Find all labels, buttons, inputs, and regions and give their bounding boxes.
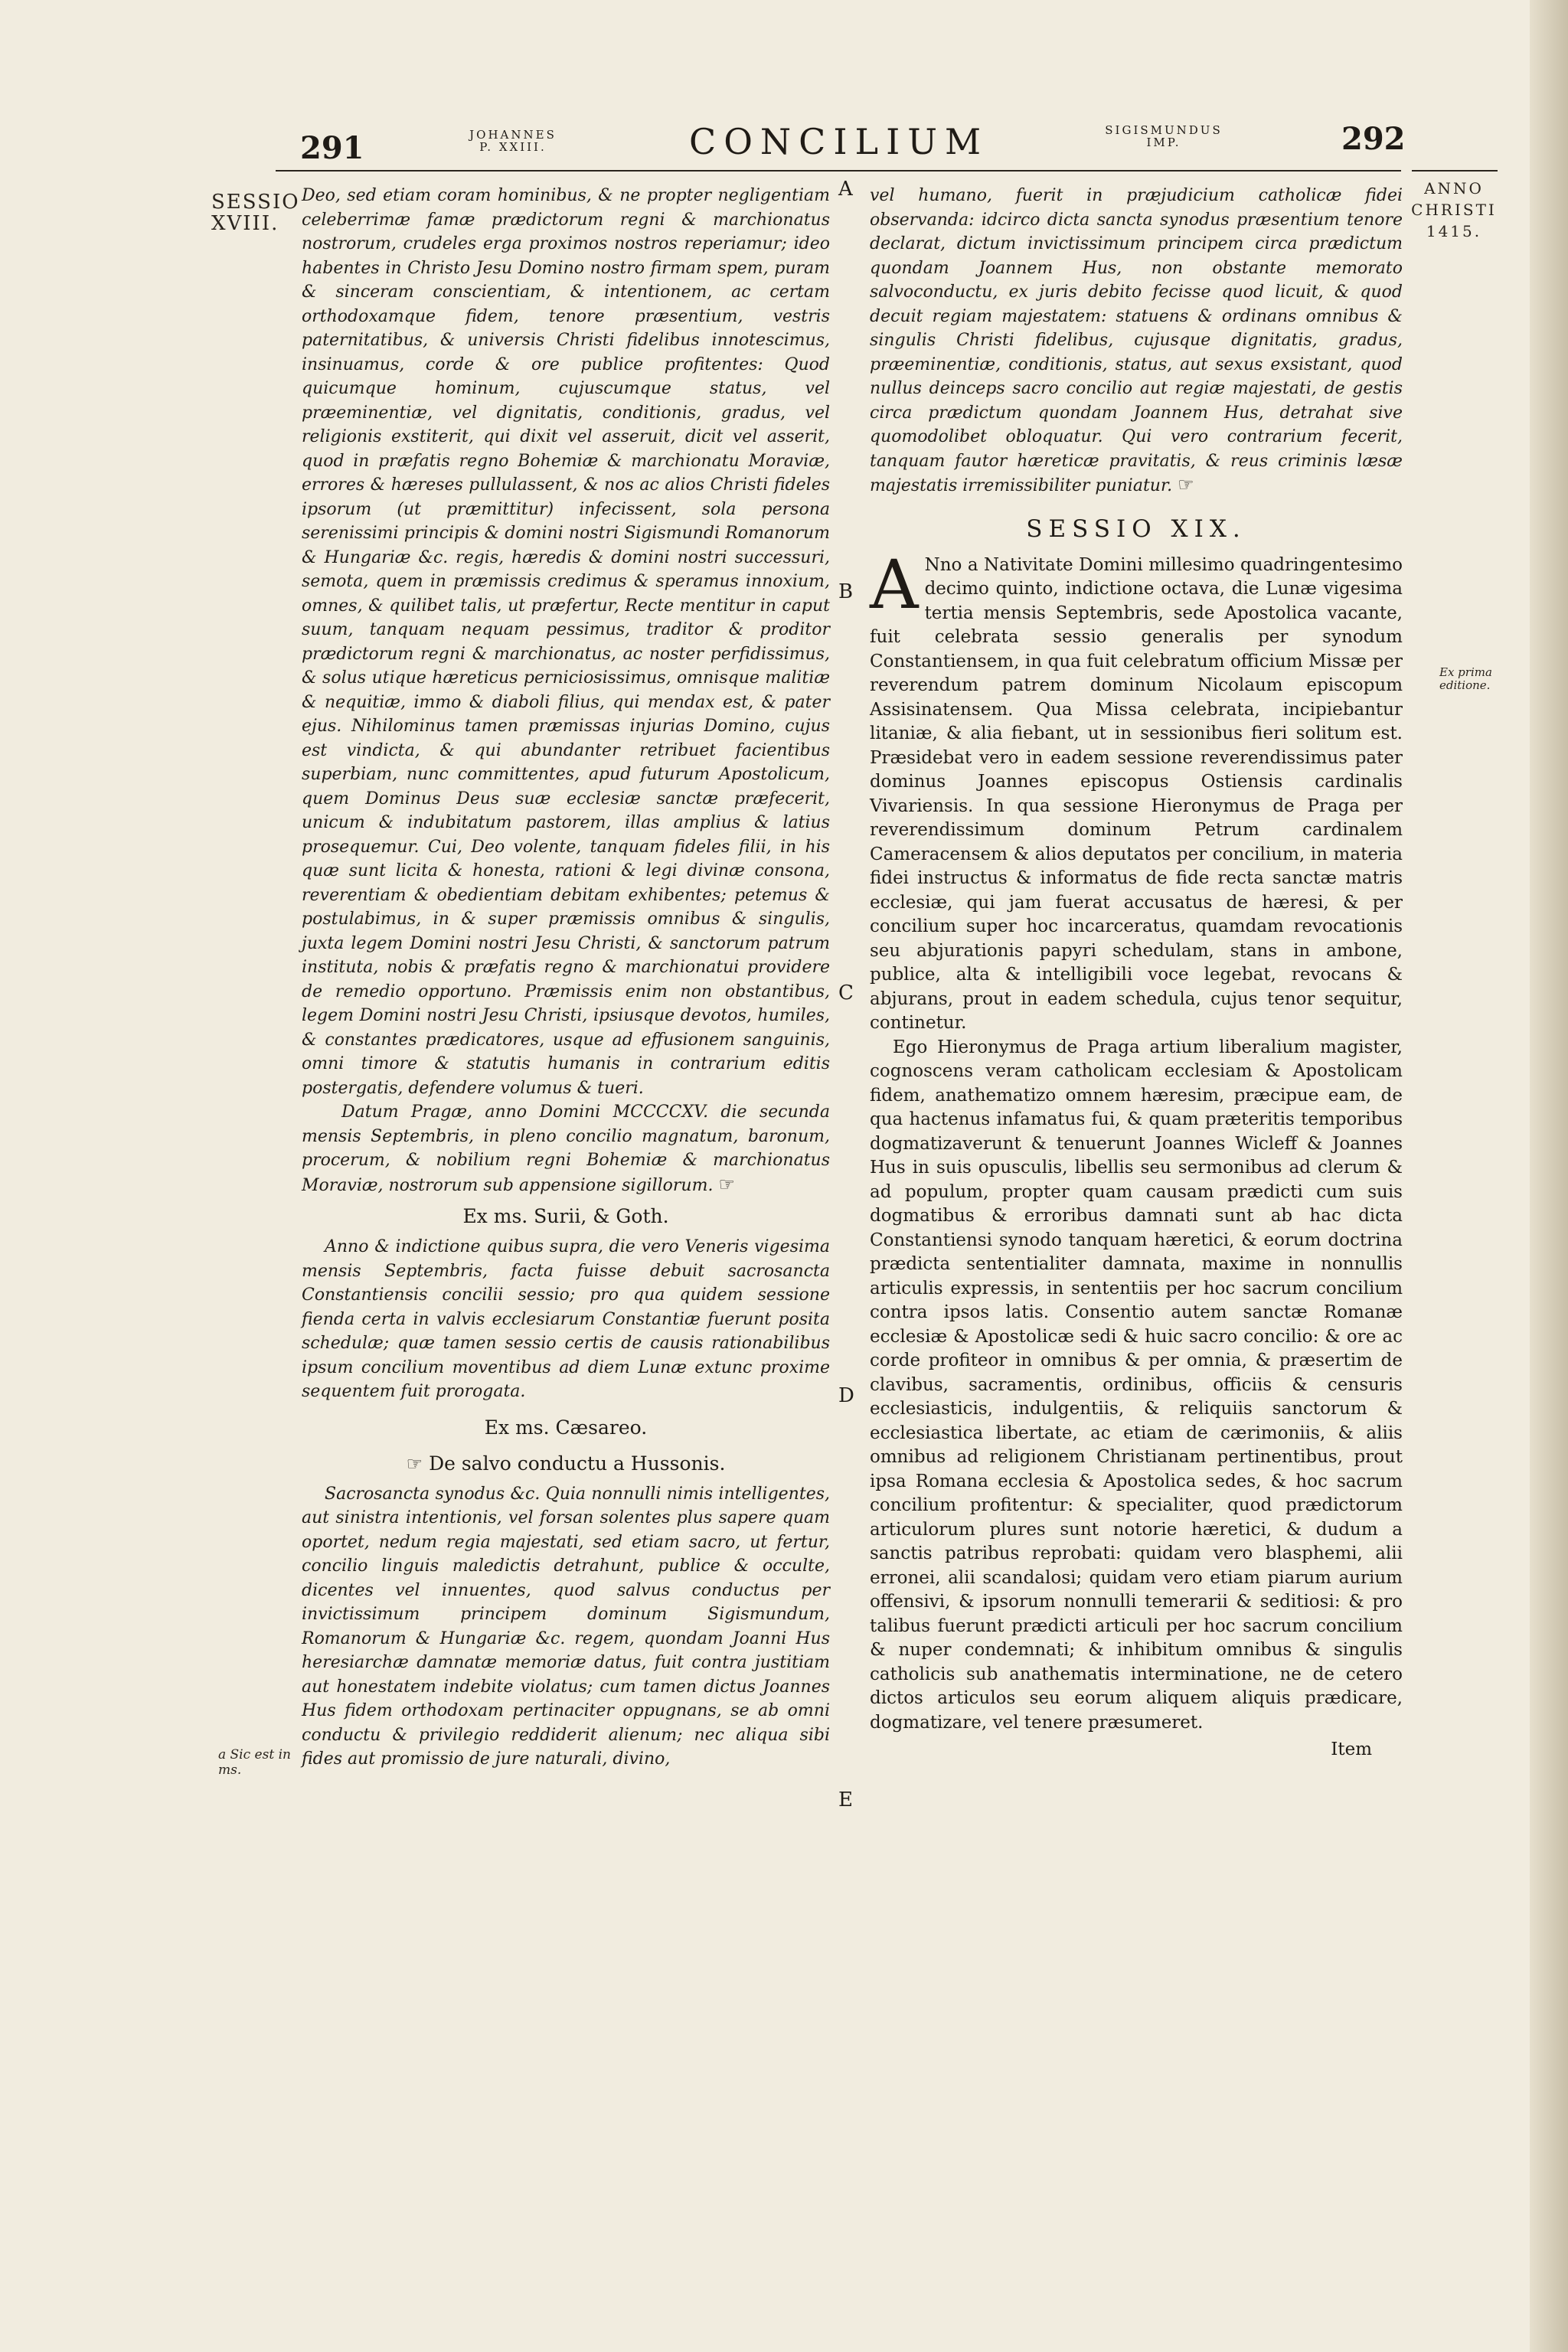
right-paragraph-2: A Nno a Nativitate Domini millesimo quadringentesimo decimo quinto, indictione octava, die Lunæ vigesima tertia mensis Septembris, sede Apostolica vacante, fuit celebrata sessio generalis per synodum Constantiensem, in qua fuit celebratum officium Missæ per reverendum patrem dominum Nicolaum episcopum Assisinatensem. Qua Missa celebrata, incipiebantur litaniæ, & alia fiebant, ut in sessionibus fieri solitum est. Præsidebat vero in eadem sessione reverendissimus pater dominus Joannes episcopus Ostiensis cardinalis Vivariensis. In qua sessione Hieronymus de Praga per reverendissimum dominum Petrum cardinalem Cameracensem & alios deputatos per concilium, in materia fidei instructus & informatus de fide recta sanctæ matris ecclesiæ, qui jam fuerat accusatus de hæresi, & per concilium super hoc incarceratus, quamdam revocationis seu abjurationis papyri schedulam, stans in ambone, publice, alta & intelligibili voce legebat, revocans & abjurans, prout in eadem schedula, cujus tenor sequitur, continetur. (870, 544, 1403, 1033)
header-rule (276, 170, 1401, 172)
margin-sic-est-in-ms: a Sic est in ms. (218, 1747, 291, 1778)
page-number-right: 292 (1341, 121, 1406, 157)
margin-ex-prima-editione: Ex prima editione. (1439, 665, 1492, 692)
right-column (870, 184, 1403, 1762)
left-paragraph-2: Datum Pragæ, anno Domini MCCCCXV. die secunda mensis Septembris, in pleno concilio magnatum, baronum, procerum, & nobilium regni Bohemiæ & marchionatus Moraviæ, nostrorum sub appensione sigillorum. ☞ (302, 1102, 830, 1195)
source-heading-caesareo: Ex ms. Cæsareo. (484, 1416, 648, 1439)
margin-anno-christi: ANNO CHRISTI 1415. (1411, 179, 1497, 240)
page-number-left: 291 (300, 130, 364, 166)
session-heading: SESSIO XIX. (1026, 514, 1246, 543)
section-letter-e: E (838, 1788, 853, 1811)
margin-rule-right (1412, 170, 1498, 172)
section-letter-c: C (838, 982, 854, 1004)
running-head-left: JOHANNES P. XXIII. (469, 128, 557, 154)
section-heading-salvo-conductu: ☞ De salvo conductu a Hussonis. (406, 1452, 726, 1475)
catchword: Item (1331, 1740, 1372, 1759)
page-title: CONCILIUM (689, 121, 989, 162)
right-paragraph-1: vel humano, fuerit in præjudicium catholicæ fidei observanda: idcirco dicta sancta synodus præsentium tenore declarat, dictum invictissimum principem circa prædictum quondam Joannem Hus, non obstante memorato salvoconductu, ex juris debito fecisse quod licuit, & quod decuit regiam majestatem: statuens & ordinans omnibus & singulis Christi fidelibus, cujusque dignitatis, gradus, præeminentiæ, conditionis, status, aut sexus exsistant, quod nullus deinceps sacro concilio aut regiæ majestati, de gestis circa prædictum quondam Joannem Hus, detrahat sive quomodolibet obloquatur. Qui vero contrarium fecerit, tanquam fautor hæreticæ pravitatis, & reus criminis læsæ majestatis irremissibiliter puniatur. ☞ (870, 186, 1403, 495)
pointing-hand-icon: ☞ (718, 1173, 735, 1195)
section-letter-b: B (838, 580, 854, 603)
section-letter-d: D (838, 1384, 854, 1407)
margin-sessio-xviii: SESSIO XVIII. (211, 191, 300, 235)
right-paragraph-3: Ego Hieronymus de Praga artium liberalium magister, cognoscens veram catholicam ecclesiam & Apostolicam fidem, anathematizo omnem hæresim, præcipue eam, de qua hactenus infamatus fui, & quam præteritis temporibus dogmatizaverunt & tenuerunt Joannes Wicleff & Joannes Hus in suis opusculis, libellis seu sermonibus ad clerum & ad populum, propter quam causam prædicti cum suis dogmatibus & erroribus damnati sunt ab hac dicta Constantiensi synodo tanquam hæretici, & eorum doctrina prædicta sententialiter damnata, maxime in nonnullis articulis expressis, in sententiis per hoc sacrum concilium contra ipsos latis. Consentio autem sanctæ Romanæ ecclesiæ & Apostolicæ sedi & huic sacro concilio: & ore ac corde profiteor in omnibus & per omnia, & præsertim de clavibus, sacramentis, ordinibus, officiis & censuris ecclesiasticis, indulgentiis, & reliquiis sanctorum & ecclesiastica libertate, ac etiam de cærimoniis, & aliis omnibus ad religionem Christianam pertinentibus, prout ipsa Romana ecclesia & Apostolica sedes, & hoc sacrum concilium profitentur: & specialiter, quod prædictorum articulorum plures sunt notorie hæretici, & dudum a sanctis patribus reprobati: quidam vero blasphemi, alii erronei, alii scandalosi; quidam vero etiam piarum aurium offensivi, & ipsorum nonnulli temerarii & seditiosi: & pro talibus fuerunt prædicti articuli per hoc sacrum concilium & nuper condemnati; & inhibitum omnibus & singulis catholicis sub anathematis interminatione, ne de cetero dictos articulos seu eorum aliquem aliquis prædicare, dogmatizare, vel tenere præsumeret. (870, 1037, 1403, 1733)
running-head-right: SIGISMUNDUS IMP. (1105, 123, 1223, 149)
section-letter-a: A (838, 178, 853, 201)
source-heading-surius: Ex ms. Surii, & Goth. (462, 1205, 669, 1227)
drop-cap: A (870, 544, 919, 624)
left-paragraph-1: Deo, sed etiam coram hominibus, & ne propter negligentiam celeberrimæ famæ prædictorum regni & marchionatus nostrorum, crudeles erga proximos nostros reperiamur; ideo habentes in Christo Jesu Domino nostro firmam spem, puram & sinceram conscientiam, & intentionem, ac certam orthodoxamque fidem, tenore præsentium, vestris paternitatibus, & universis Christi fidelibus innotescimus, insinuamus, corde & ore publice profitentes: Quod quicumque hominum, cujuscumque status, vel præeminentiæ, vel dignitatis, conditionis, gradus, vel religionis exstiterit, qui dixit vel asseruit, dicit vel asserit, quod in præfatis regno Bohemiæ & marchionatu Moraviæ, errores & hæreses pullulassent, & nos ac alios Christi fideles ipsorum (ut præmittitur) infecissent, sola persona serenissimi principis & domini nostri Sigismundi Romanorum & Hungariæ &c. regis, hæredis & domini nostri successuri, semota, quem in præmissis credimus & speramus innoxium, omnes, & quilibet talis, ut præfertur, Recte mentitur in caput suum, tanquam nequam pessimus, traditor & proditor prædictorum regni & marchionatus, ac noster perfidissimus, & solus utique hæreticus perniciosissimus, omnisque malitiæ & nequitiæ, immo & diaboli filius, qui mendax est, & pater ejus. Nihilominus tamen præmissas injurias Domino, cujus est vindicta, & qui abundanter retribuet facientibus superbiam, nunc committentes, apud futurum Apostolicum, quem Dominus Deus suæ ecclesiæ sanctæ præfecerit, unicum & indubitatum pastorem, illas amplius & latius prosequemur. Cui, Deo volente, tanquam fideles filii, in his quæ sunt licita & honesta, rationi & legi divinæ consona, reverentiam & obedientiam debitam exhibentes; petemus & postulabimus, in & super præmissis omnibus & singulis, juxta legem Domini nostri Jesu Christi, & sanctorum patrum instituta, nobis & præfatis regno & marchionatui providere de remedio opportuno. Præmissis enim non obstantibus, legem Domini nostri Jesu Christi, ipsiusque devotos, humiles, & constantes prædicatores, usque ad effusionem sanguinis, omni timore & statutis humanis in contrarium editis postergatis, defendere volumus & tueri. (302, 186, 830, 1098)
pointing-hand-icon: ☞ (1178, 474, 1194, 495)
left-paragraph-4: Sacrosancta synodus &c. Quia nonnulli nimis intelligentes, aut sinistra intentionis, vel forsan solentes plus sapere quam oportet, nedum regia majestati, sed etiam sacro, ut fertur, concilio linguis maledictis detrahunt, publice & occulte, dicentes vel innuentes, quod salvus conductus per invictissimum principem dominum Sigismundum, Romanorum & Hungariæ &c. regem, quondam Joanni Hus heresiarchæ damnatæ memoriæ datus, fuit contra justitiam aut honestatem indebite violatus; cum tamen dictus Joannes Hus fidem orthodoxam pertinaciter oppugnans, se ab omni conductu & privilegio reddiderit alienum; nec aliqua sibi fides aut promissio de jure naturali, divino, (302, 1484, 830, 1769)
page-edge (1530, 0, 1568, 2352)
pointing-hand-icon: ☞ (406, 1452, 423, 1475)
left-paragraph-3: Anno & indictione quibus supra, die vero Veneris vigesima mensis Septembris, facta fuisse debuit sacrosancta Constantiensis concilii sessio; pro qua quidem sessione fienda certa in valvis ecclesiarum Constantiæ fuerunt posita schedulæ; quæ tamen sessio certis de causis rationabilibus ipsum concilium moventibus ad diem Lunæ extunc proxime sequentem fuit prorogata. (302, 1237, 830, 1401)
left-column (302, 184, 830, 1772)
